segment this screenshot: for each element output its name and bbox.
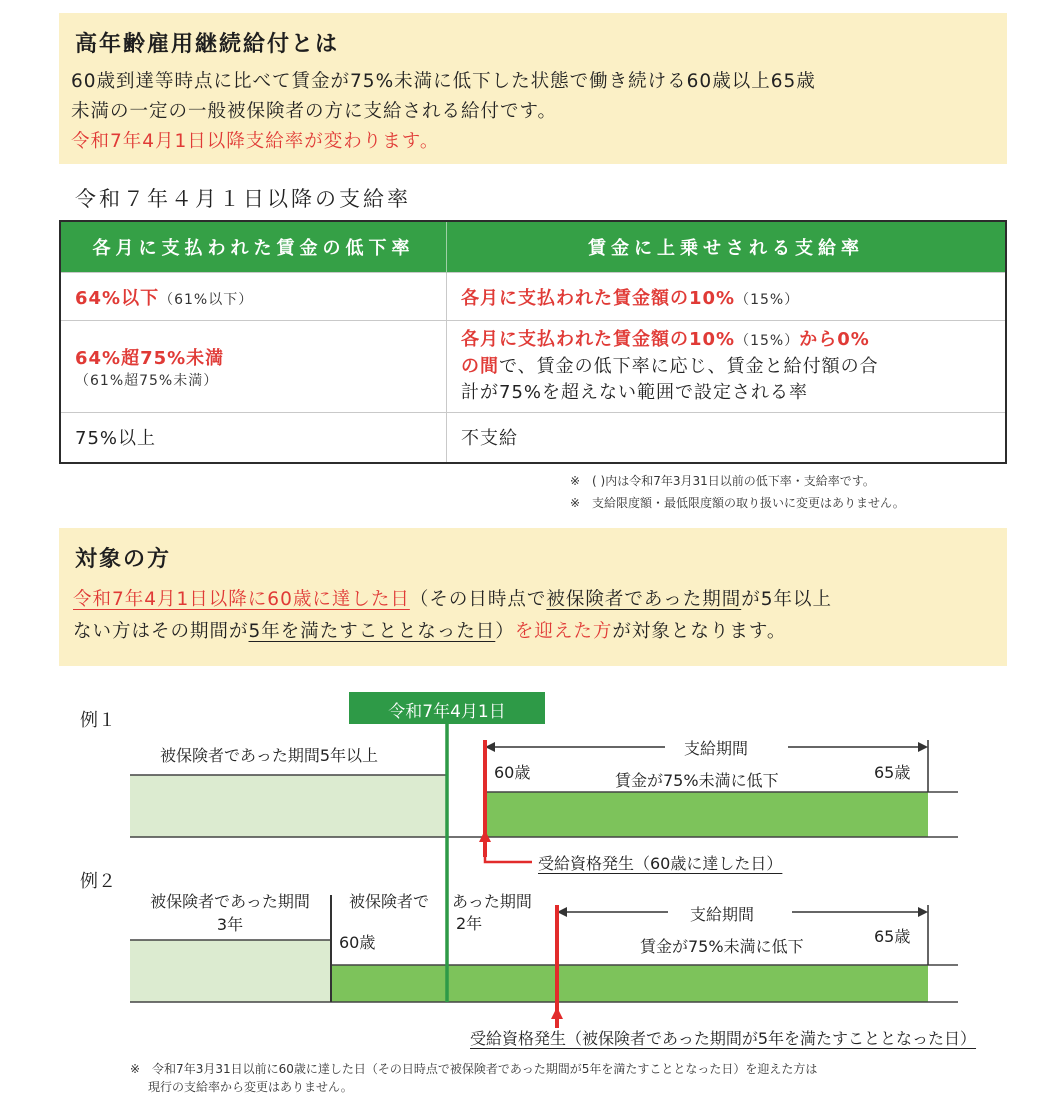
rate-heading: 令和７年４月１日以降の支給率: [75, 187, 411, 211]
target-section: [59, 528, 1007, 666]
ex1-prior-period-bar: [130, 775, 447, 837]
ex2-age60: 60歳: [339, 933, 376, 952]
ex2-pay-period: 支給期間: [690, 905, 755, 924]
ex1-eligibility-pointer: [485, 840, 532, 862]
table-cell: [60, 413, 447, 463]
ex1-payment-bar: [485, 792, 928, 837]
ex1-age60: 60歳: [494, 763, 531, 782]
table-cell: [447, 273, 1007, 321]
target-text: ない方はその期間が: [73, 621, 249, 642]
ex2-prior-period-bar: [130, 940, 331, 1002]
table-row: [60, 273, 1006, 321]
ex2-arrowhead-right: [918, 907, 928, 917]
row1-rate: 各月に支払われた賃金額の10%: [461, 287, 736, 309]
target-body: [73, 584, 998, 648]
target-condition: 令和7年4月1日以降に60歳に達した日: [73, 589, 410, 610]
note-2: ※ 支給限度額・最低限度額の取り扱いに変更はありません。: [570, 496, 905, 510]
table-cell: [60, 321, 447, 413]
ex2-period3-a: 被保険者であった期間: [150, 892, 310, 911]
row2-rate-desc-2: 計が75%を超えない範囲で設定される率: [461, 382, 809, 403]
ex1-event: 受給資格発生（60歳に達した日）: [538, 854, 783, 873]
table-cell: [447, 413, 1007, 463]
row2-reduction-old: （61%超75%未満）: [75, 372, 219, 389]
row1-reduction: 64%以下: [75, 287, 160, 309]
ex2-eligibility-arrowhead: [551, 1007, 563, 1019]
ex1-label: 例１: [80, 710, 116, 731]
target-insured-period: 被保険者であった期間: [546, 589, 742, 610]
ex2-period3-b: 3年: [216, 915, 244, 934]
timeline-diagram: [0, 680, 1063, 1117]
target-text: ）: [495, 621, 515, 642]
ex1-pay-period: 支給期間: [684, 739, 749, 758]
rate-table: [59, 220, 1007, 464]
header-payment-rate: 賃金に上乗せされる支給率: [447, 221, 1007, 273]
row2-rate-desc-1: で、賃金の低下率に応じ、賃金と給付額の合: [499, 356, 879, 377]
header-reduction-rate: 各月に支払われた賃金の低下率: [60, 221, 447, 273]
row2-rate-old: （15%）: [735, 333, 800, 349]
target-text: が5年以上: [741, 589, 832, 610]
ex2-event: 受給資格発生（被保険者であった期間が5年を満たすこととなった日）: [470, 1029, 977, 1048]
intro-title: 高年齢雇用継続給付とは: [75, 32, 340, 57]
target-five-years: 5年を満たすこととなった日: [248, 621, 496, 642]
table-cell: [60, 273, 447, 321]
ex2-insured-a: 被保険者で: [349, 892, 430, 911]
date-label: 令和7年4月1日: [388, 702, 506, 722]
ex2-label: 例２: [80, 871, 116, 892]
footnote-line-2: 現行の支給率から変更はありません。: [148, 1080, 353, 1094]
ex1-wage: 賃金が75%未満に低下: [615, 771, 779, 790]
intro-body: [71, 67, 996, 157]
ex2-payment-bar: [331, 965, 928, 1002]
ex2-wage: 賃金が75%未満に低下: [640, 937, 804, 956]
row2-rate: 各月に支払われた賃金額の10%: [461, 329, 736, 350]
target-reached: を迎えた方: [514, 621, 613, 642]
ex1-arrowhead-right: [918, 742, 928, 752]
row1-reduction-old: （61%以下）: [159, 291, 254, 308]
row2-rate-to: から0%: [799, 329, 870, 350]
target-title: 対象の方: [75, 547, 172, 572]
footnote-line-1: ※ 令和7年3月31日以前に60歳に達した日（その日時点で被保険者であった期間が5年を満たすこととなった日）を迎えた方は: [130, 1062, 818, 1076]
table-notes: [570, 470, 905, 514]
intro-section: [59, 13, 1007, 164]
ex1-period-label: 被保険者であった期間5年以上: [160, 746, 379, 765]
target-text: が対象となります。: [612, 621, 787, 642]
table-cell: [447, 321, 1007, 413]
ex2-insured-b: あった期間: [452, 892, 532, 911]
ex2-age65: 65歳: [874, 927, 911, 946]
row1-rate-old: （15%）: [735, 291, 800, 308]
ex1-age65: 65歳: [874, 763, 911, 782]
table-header-row: [60, 221, 1006, 273]
row3-rate: 不支給: [461, 428, 518, 450]
ex2-years2: 2年: [456, 914, 483, 933]
intro-notice: 令和7年4月1日以降支給率が変わります。: [71, 131, 440, 152]
row2-rate-between: の間: [461, 356, 499, 377]
intro-line-1: 60歳到達等時点に比べて賃金が75%未満に低下した状態で働き続ける60歳以上65歳: [71, 71, 816, 92]
ex2-period3-label: [140, 889, 320, 935]
note-1: ※ ( )内は令和7年3月31日以前の低下率・支給率です。: [570, 474, 875, 488]
footnote: [130, 1060, 817, 1096]
intro-line-2: 未満の一定の一般被保険者の方に支給される給付です。: [71, 101, 558, 122]
target-text: （その日時点で: [409, 589, 547, 610]
row3-reduction: 75%以上: [75, 428, 157, 450]
row2-reduction: 64%超75%未満: [75, 347, 225, 369]
table-row: [60, 413, 1006, 463]
table-row: [60, 321, 1006, 413]
